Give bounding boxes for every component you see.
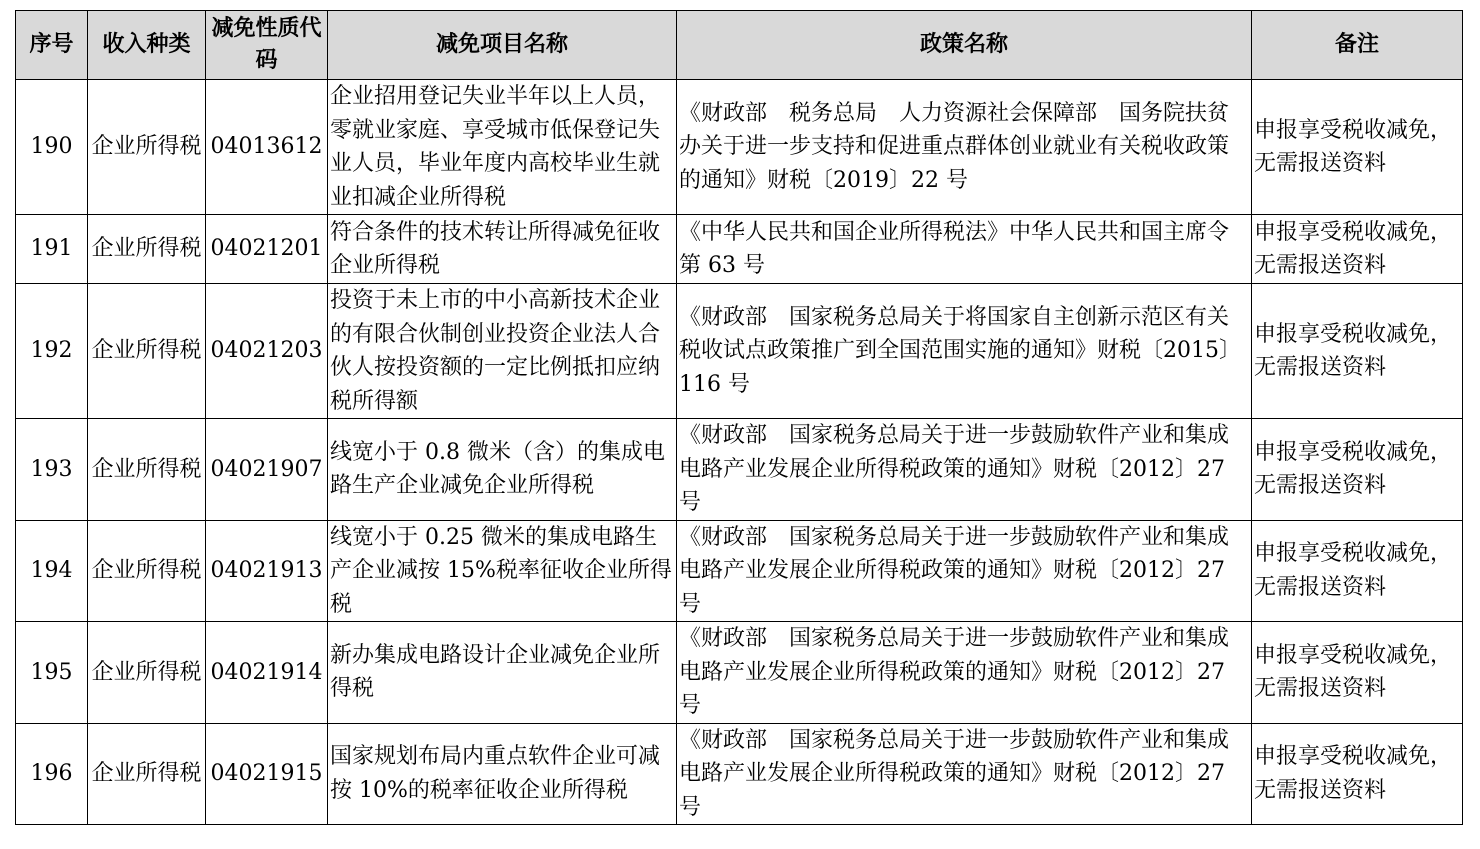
cell-seq: 192 — [16, 284, 88, 419]
table-row — [16, 520, 1463, 622]
header-item-name: 减免项目名称 — [328, 11, 677, 80]
table-header-row — [16, 11, 1463, 80]
table-row — [16, 80, 1463, 215]
cell-seq: 195 — [16, 622, 88, 724]
cell-item-name: 企业招用登记失业半年以上人员，零就业家庭、享受城市低保登记失业人员，毕业年度内高校毕业生就业扣减企业所得税 — [328, 80, 677, 215]
header-remark: 备注 — [1252, 11, 1463, 80]
cell-policy-name: 《财政部 税务总局 人力资源社会保障部 国务院扶贫办关于进一步支持和促进重点群体创业就业有关税收政策的通知》财税〔2019〕22 号 — [677, 80, 1252, 215]
cell-item-name: 国家规划布局内重点软件企业可减按 10%的税率征收企业所得税 — [328, 723, 677, 825]
tax-relief-table-container — [15, 10, 1463, 825]
table-row — [16, 723, 1463, 825]
cell-seq: 193 — [16, 419, 88, 521]
cell-code: 04013612 — [206, 80, 328, 215]
table-row — [16, 215, 1463, 284]
cell-policy-name: 《财政部 国家税务总局关于进一步鼓励软件产业和集成电路产业发展企业所得税政策的通知》财税〔2012〕27 号 — [677, 520, 1252, 622]
cell-remark: 申报享受税收减免，无需报送资料 — [1252, 520, 1463, 622]
cell-item-name: 投资于未上市的中小高新技术企业的有限合伙制创业投资企业法人合伙人按投资额的一定比例抵扣应纳税所得额 — [328, 284, 677, 419]
cell-code: 04021907 — [206, 419, 328, 521]
cell-income-type: 企业所得税 — [88, 622, 206, 724]
cell-code: 04021201 — [206, 215, 328, 284]
cell-remark: 申报享受税收减免，无需报送资料 — [1252, 419, 1463, 521]
cell-policy-name: 《财政部 国家税务总局关于进一步鼓励软件产业和集成电路产业发展企业所得税政策的通知》财税〔2012〕27 号 — [677, 419, 1252, 521]
cell-income-type: 企业所得税 — [88, 520, 206, 622]
cell-income-type: 企业所得税 — [88, 80, 206, 215]
cell-remark: 申报享受税收减免，无需报送资料 — [1252, 80, 1463, 215]
cell-seq: 190 — [16, 80, 88, 215]
cell-item-name: 符合条件的技术转让所得减免征收企业所得税 — [328, 215, 677, 284]
cell-seq: 194 — [16, 520, 88, 622]
cell-code: 04021914 — [206, 622, 328, 724]
cell-income-type: 企业所得税 — [88, 215, 206, 284]
header-policy-name: 政策名称 — [677, 11, 1252, 80]
cell-income-type: 企业所得税 — [88, 419, 206, 521]
cell-policy-name: 《财政部 国家税务总局关于进一步鼓励软件产业和集成电路产业发展企业所得税政策的通知》财税〔2012〕27 号 — [677, 622, 1252, 724]
header-income-type: 收入种类 — [88, 11, 206, 80]
cell-remark: 申报享受税收减免，无需报送资料 — [1252, 215, 1463, 284]
cell-income-type: 企业所得税 — [88, 723, 206, 825]
cell-seq: 196 — [16, 723, 88, 825]
table-row — [16, 419, 1463, 521]
cell-policy-name: 《财政部 国家税务总局关于进一步鼓励软件产业和集成电路产业发展企业所得税政策的通知》财税〔2012〕27 号 — [677, 723, 1252, 825]
cell-item-name: 线宽小于 0.8 微米（含）的集成电路生产企业减免企业所得税 — [328, 419, 677, 521]
cell-item-name: 线宽小于 0.25 微米的集成电路生产企业减按 15%税率征收企业所得税 — [328, 520, 677, 622]
cell-policy-name: 《中华人民共和国企业所得税法》中华人民共和国主席令第 63 号 — [677, 215, 1252, 284]
header-code: 减免性质代码 — [206, 11, 328, 80]
table-row — [16, 284, 1463, 419]
cell-item-name: 新办集成电路设计企业减免企业所得税 — [328, 622, 677, 724]
cell-remark: 申报享受税收减免，无需报送资料 — [1252, 723, 1463, 825]
header-seq: 序号 — [16, 11, 88, 80]
table-row — [16, 622, 1463, 724]
cell-income-type: 企业所得税 — [88, 284, 206, 419]
cell-remark: 申报享受税收减免，无需报送资料 — [1252, 284, 1463, 419]
cell-code: 04021203 — [206, 284, 328, 419]
cell-code: 04021913 — [206, 520, 328, 622]
cell-code: 04021915 — [206, 723, 328, 825]
cell-seq: 191 — [16, 215, 88, 284]
tax-relief-table — [15, 10, 1463, 825]
cell-remark: 申报享受税收减免，无需报送资料 — [1252, 622, 1463, 724]
cell-policy-name: 《财政部 国家税务总局关于将国家自主创新示范区有关税收试点政策推广到全国范围实施的通知》财税〔2015〕116 号 — [677, 284, 1252, 419]
